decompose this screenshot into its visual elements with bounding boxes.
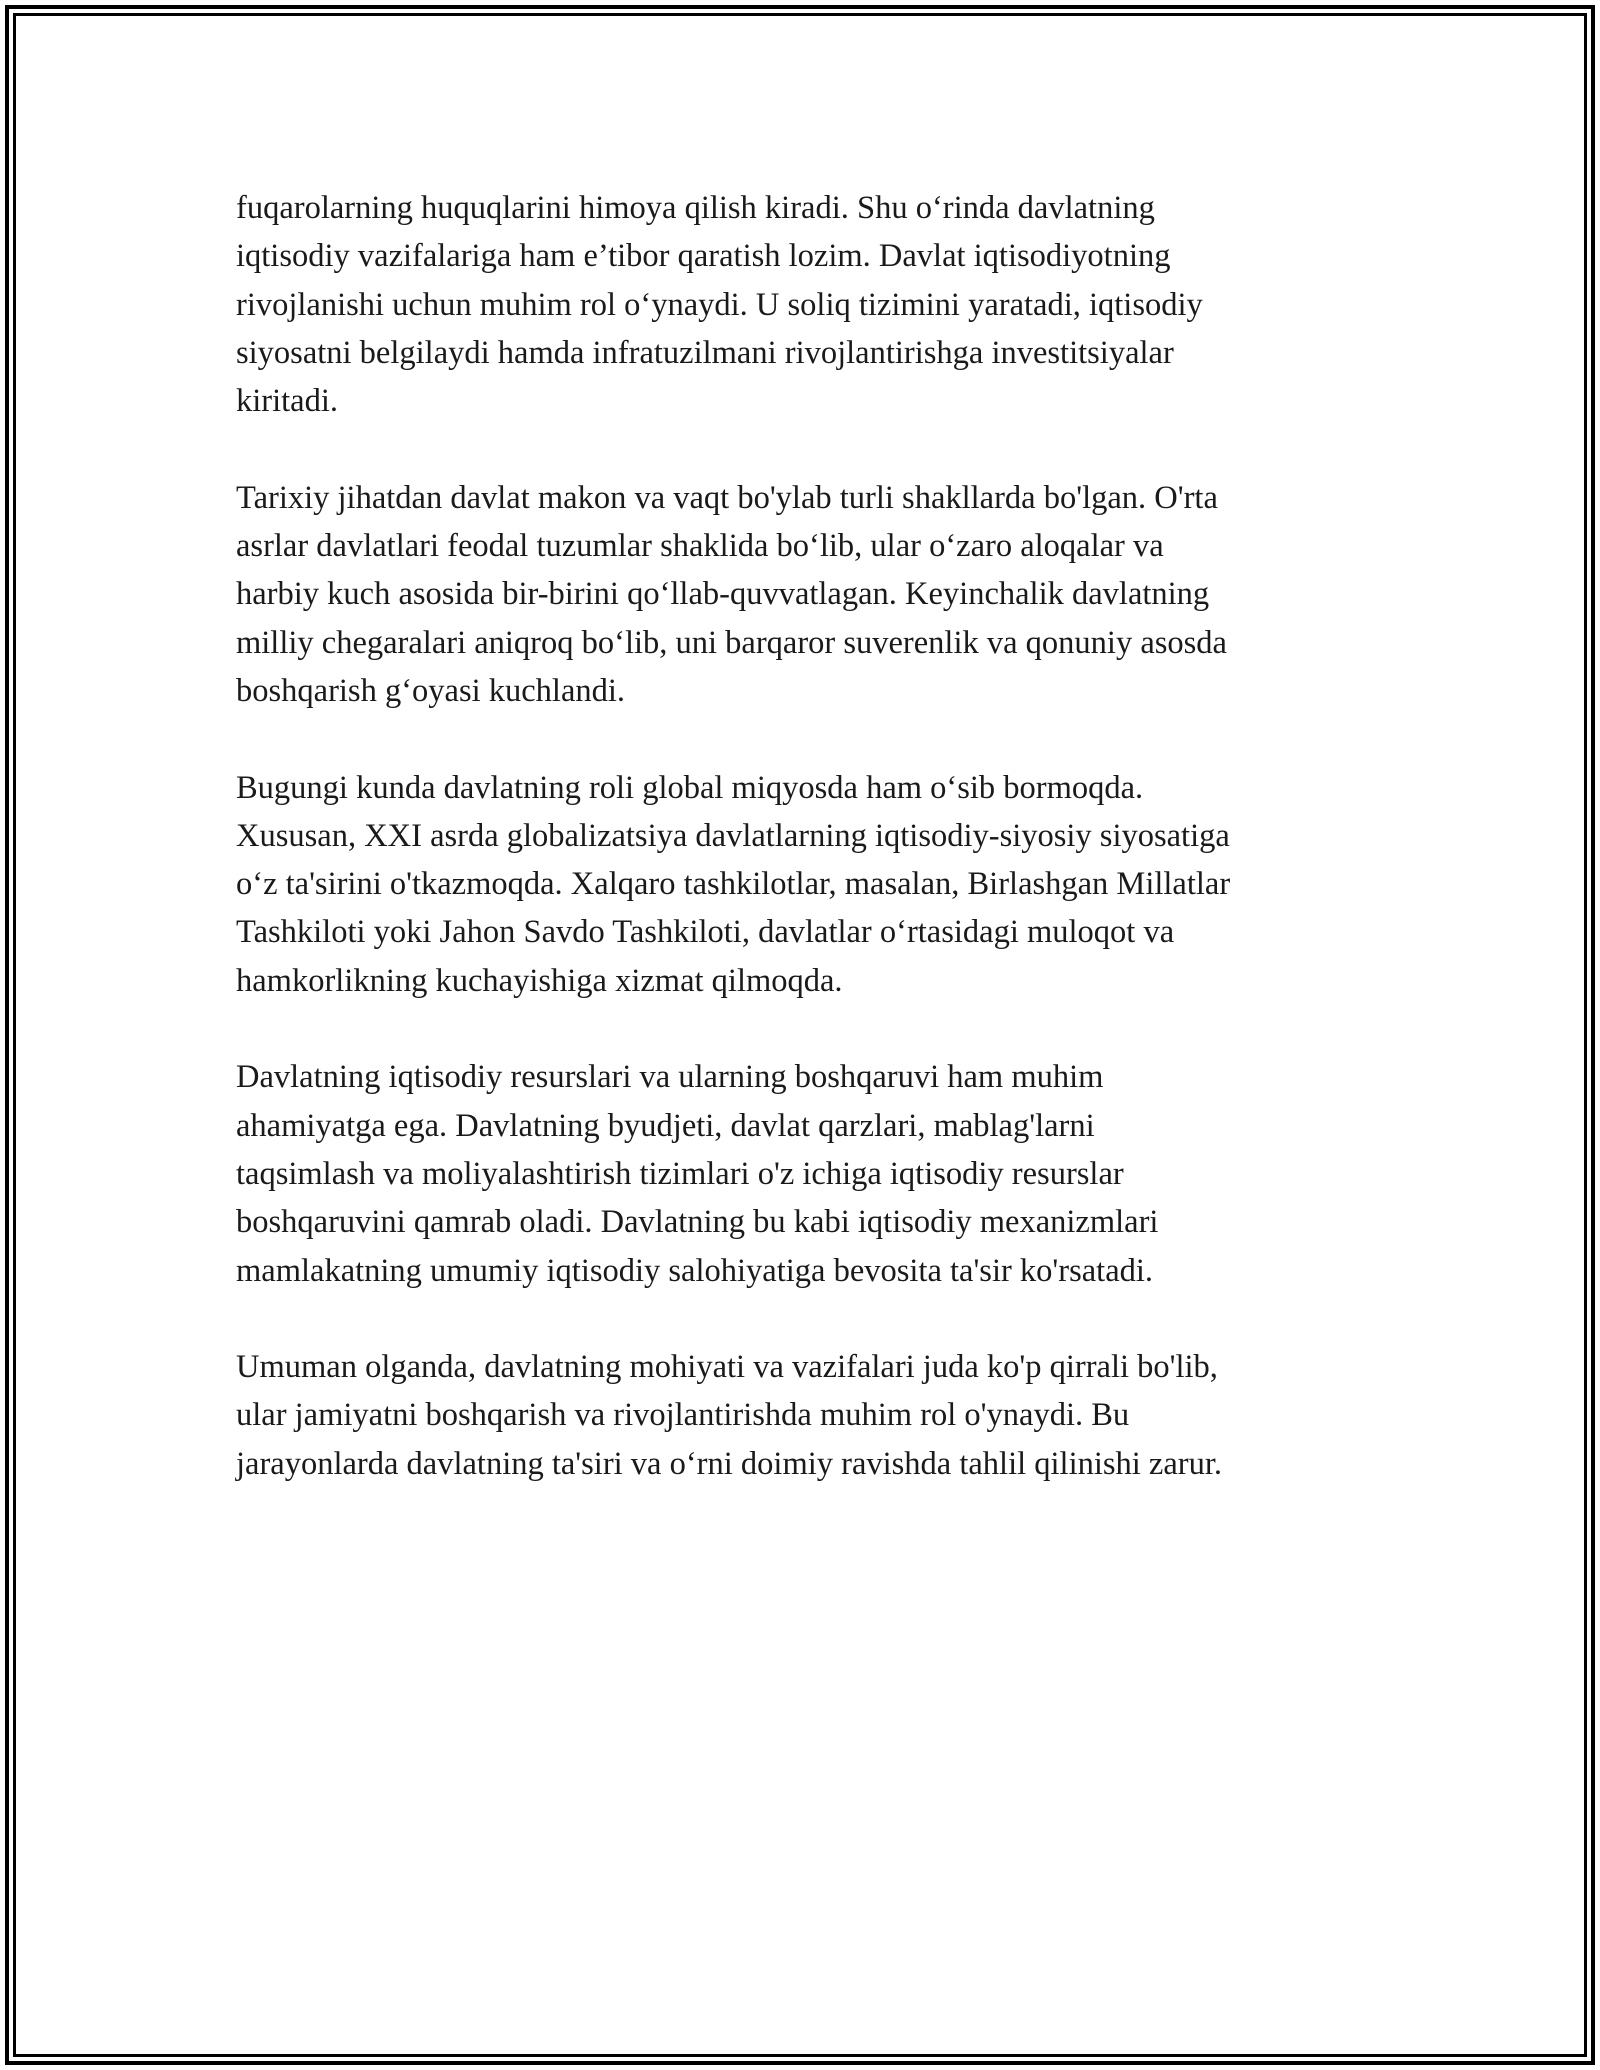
text-line: Xususan, XXI asrda globalizatsiya davlatlarning iqtisodiy-siyosiy siyosatiga — [236, 817, 1230, 854]
text-line: kiritadi. — [236, 383, 338, 420]
text-line: mamlakatning umumiy iqtisodiy salohiyatiga bevosita ta'sir ko'rsatadi. — [236, 1252, 1154, 1289]
text-line: iqtisodiy vazifalariga ham e’tibor qaratish lozim. Davlat iqtisodiyotning — [236, 238, 1171, 275]
text-line: siyosatni belgilaydi hamda infratuzilmani rivojlantirishga investitsiyalar — [236, 334, 1174, 371]
text-line: taqsimlash va moliyalashtirish tizimlari o'z ichiga iqtisodiy resurslar — [236, 1155, 1124, 1192]
document-body — [236, 184, 1376, 1536]
text-line: ular jamiyatni boshqarish va rivojlantirishda muhim rol o'ynaydi. Bu — [236, 1397, 1130, 1434]
paragraph — [236, 764, 1376, 1005]
text-line: jarayonlarda davlatning ta'siri va o‘rni doimiy ravishda tahlil qilinishi zarur. — [236, 1445, 1223, 1482]
text-line: fuqarolarning huquqlarini himoya qilish kiradi. Shu o‘rinda davlatning — [236, 190, 1155, 226]
text-line: Davlatning iqtisodiy resurslari va ularning boshqaruvi ham muhim — [236, 1059, 1104, 1096]
text-line: boshqaruvini qamrab oladi. Davlatning bu kabi iqtisodiy mexanizmlari — [236, 1204, 1159, 1241]
text-line: Umuman olganda, davlatning mohiyati va vazifalari juda ko'p qirrali bo'lib, — [236, 1349, 1218, 1386]
text-line: Tashkiloti yoki Jahon Savdo Tashkiloti, davlatlar o‘rtasidagi muloqot va — [236, 914, 1175, 951]
text-line: ahamiyatga ega. Davlatning byudjeti, davlat qarzlari, mablag'larni — [236, 1107, 1095, 1144]
paragraph — [236, 474, 1376, 715]
text-line: asrlar davlatlari feodal tuzumlar shaklida bo‘lib, ular o‘zaro aloqalar va — [236, 528, 1164, 565]
text-line: rivojlanishi uchun muhim rol o‘ynaydi. U soliq tizimini yaratadi, iqtisodiy — [236, 286, 1203, 323]
paragraph — [236, 184, 1376, 425]
paragraph — [236, 1053, 1376, 1294]
text-line: Bugungi kunda davlatning roli global miqyosda ham o‘sib bormoqda. — [236, 769, 1144, 806]
text-line: harbiy kuch asosida bir-birini qo‘llab-quvvatlagan. Keyinchalik davlatning — [236, 576, 1210, 613]
text-line: hamkorlikning kuchayishiga xizmat qilmoqda. — [236, 962, 843, 999]
text-line: o‘z ta'sirini o'tkazmoqda. Xalqaro tashkilotlar, masalan, Birlashgan Millatlar — [236, 866, 1231, 903]
text-line: Tarixiy jihatdan davlat makon va vaqt bo'ylab turli shakllarda bo'lgan. O'rta — [236, 479, 1218, 516]
text-line: milliy chegaralari aniqroq bo‘lib, uni barqaror suverenlik va qonuniy asosda — [236, 624, 1227, 661]
paragraph — [236, 1343, 1376, 1488]
text-line: boshqarish g‘oyasi kuchlandi. — [236, 672, 626, 709]
